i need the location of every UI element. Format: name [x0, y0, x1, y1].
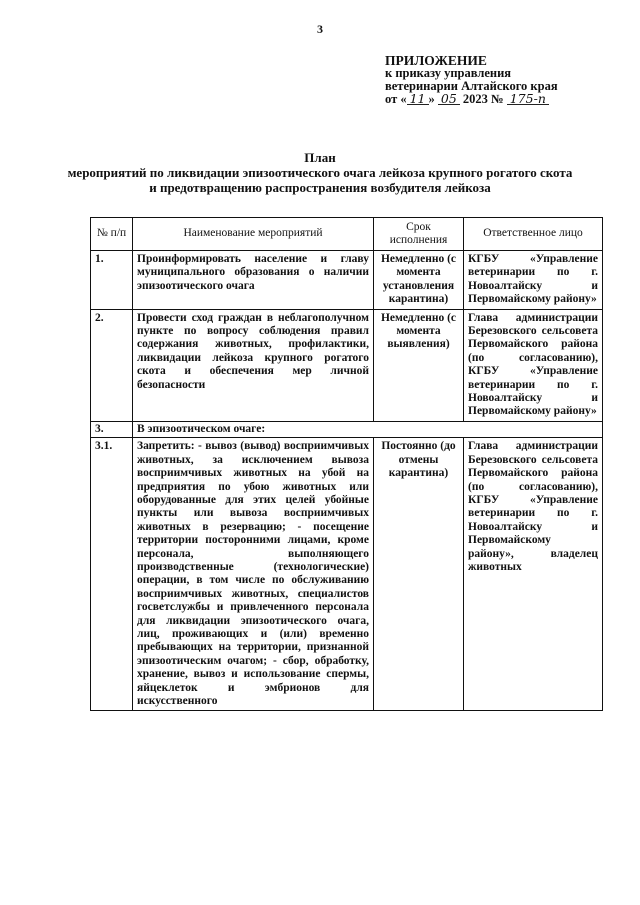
row-num: 2.: [91, 309, 133, 421]
row-term: Постоянно (до отмены карантина): [374, 438, 464, 711]
plan-title: План: [304, 150, 336, 165]
table-header-row: [91, 218, 603, 251]
row-section-title: В эпизоотическом очаге:: [133, 421, 603, 437]
date-year: 2023 №: [459, 92, 507, 106]
date-day: 11: [407, 93, 429, 105]
table-row: [91, 438, 603, 711]
row-term: Немедленно (с момента установления карантина): [374, 251, 464, 310]
row-name: Провести сход граждан в неблагополучном пункте по вопросу соблюдения правил содержания животных, профилактики, ликвидации лейкоза крупного рогатого скота и обеспечения мер личной безопасности: [133, 309, 374, 421]
header-num: № п/п: [91, 218, 133, 251]
row-term: Немедленно (с момента выявления): [374, 309, 464, 421]
date-mid: »: [428, 92, 438, 106]
appendix-block: [385, 54, 625, 106]
table-row: [91, 309, 603, 421]
row-num: 1.: [91, 251, 133, 310]
date-month: 05: [438, 93, 460, 105]
row-responsible: КГБУ «Управление ветеринарии по г. Новоалтайску и Первомайскому району»: [464, 251, 603, 310]
row-num: 3.: [91, 421, 133, 437]
appendix-line-1: к приказу управления: [385, 66, 512, 80]
appendix-title: ПРИЛОЖЕНИЕ: [385, 53, 487, 68]
appendix-date-line: [385, 93, 625, 106]
appendix-line-2: ветеринарии Алтайского края: [385, 79, 558, 93]
row-responsible: Глава администрации Березовского сельсовета Первомайского района (по согласованию), КГБУ «Управление ветеринарии по г. Новоалтайску и Первомайскому району»: [464, 309, 603, 421]
header-name: Наименование мероприятий: [133, 218, 374, 251]
header-responsible: Ответственное лицо: [464, 218, 603, 251]
measures-table: [90, 217, 603, 711]
plan-subtitle-line-2: и предотвращению распространения возбудителя лейкоза: [149, 180, 491, 195]
row-num: 3.1.: [91, 438, 133, 711]
row-responsible: Глава администрации Березовского сельсовета Первомайского района (по согласованию), КГБУ «Управление ветеринарии по г. Новоалтайску и Первомайскому району», владелец животных: [464, 438, 603, 711]
plan-heading: [0, 150, 640, 195]
table-row: [91, 251, 603, 310]
table-row: [91, 421, 603, 437]
plan-subtitle-line-1: мероприятий по ликвидации эпизоотического очага лейкоза крупного рогатого скота: [67, 165, 573, 180]
row-name: Проинформировать население и главу муниципального образования о наличии эпизоотического очага: [133, 251, 374, 310]
row-name: Запретить: - вывоз (вывод) восприимчивых животных, за исключением вывоза восприимчивых животных на убой на предприятия по убою животных или оборудованные для этих целей убойные пункты или вывоза восприимчивых животных в резервацию; - посещение территории посторонними лицами, кроме персонала, выполняющего производственные (технологические) операции, в том числе по обслуживанию восприимчивых животных, специалистов госветслужбы и привлеченного персонала для ликвидации эпизоотического очага, лиц, проживающих и (или) временно пребывающих на территории, признанной эпизоотическим очагом; - сбор, обработку, хранение, вывоз и использование спермы, яйцеклеток и эмбрионов для искусственного: [133, 438, 374, 711]
date-prefix: от «: [385, 92, 407, 106]
order-number: 175-п: [507, 93, 549, 105]
header-term: Срок исполнения: [374, 218, 464, 251]
page-number: 3: [317, 22, 323, 36]
